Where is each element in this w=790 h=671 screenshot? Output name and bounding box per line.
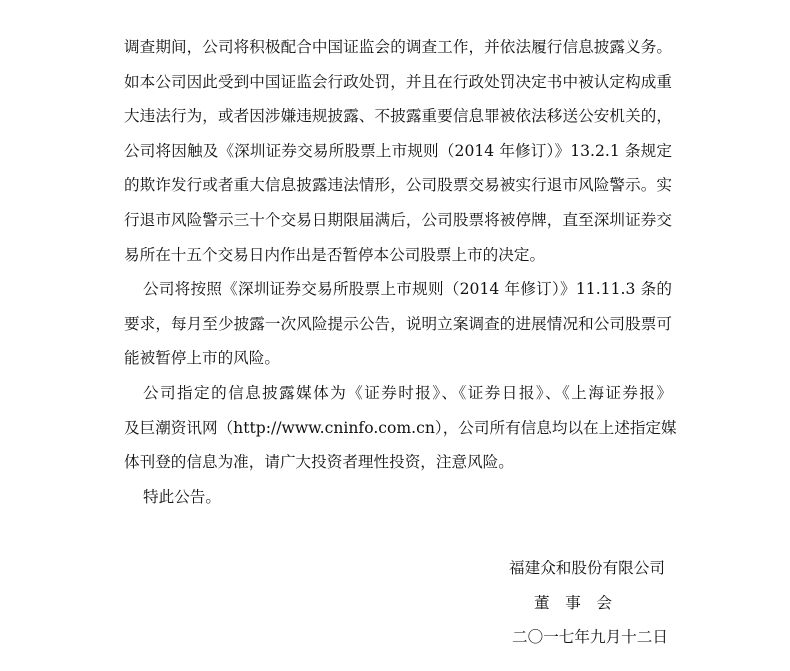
text-line: 大违法行为，或者因涉嫌违规披露、不披露重要信息罪被依法移送公安机关的， — [124, 107, 672, 126]
text-line: 体刊登的信息为准，请广大投资者理性投资，注意风险。 — [124, 453, 514, 472]
text-line: 要求，每月至少披露一次风险提示公告，说明立案调查的进展情况和公司股票可 — [124, 314, 672, 333]
closing-line: 特此公告。 — [143, 487, 221, 506]
text-line: 行退市风险警示三十个交易日期限届满后，公司股票将被停牌，直至深圳证券交 — [124, 210, 672, 229]
signature-company: 福建众和股份有限公司 — [509, 559, 665, 577]
text-line: 公司将按照《深圳证券交易所股票上市规则（2014 年修订）》11.11.3 条的 — [143, 280, 672, 299]
text-line: 公司将因触及《深圳证券交易所股票上市规则（2014 年修订）》13.2.1 条规定 — [124, 141, 672, 160]
text-line: 及巨潮资讯网（http://www.cninfo.com.cn），公司所有信息均以在上述指定媒 — [124, 418, 677, 437]
signature-board: 董 事 会 — [534, 594, 612, 612]
text-line: 能被暂停上市的风险。 — [124, 349, 280, 368]
text-line: 调查期间，公司将积极配合中国证监会的调查工作，并依法履行信息披露义务。 — [124, 38, 672, 56]
text-line: 易所在十五个交易日内作出是否暂停本公司股票上市的决定。 — [124, 245, 546, 264]
text-line: 如本公司因此受到中国证监会行政处罚，并且在行政处罚决定书中被认定构成重 — [124, 72, 672, 91]
signature-date: 二〇一七年九月十二日 — [512, 628, 668, 646]
text-line: 公司指定的信息披露媒体为《证券时报》、《证券日报》、《上海证券报》 — [143, 383, 672, 402]
text-line: 的欺诈发行或者重大信息披露违法情形，公司股票交易被实行退市风险警示。实 — [124, 176, 672, 195]
announcement-body — [124, 34, 677, 518]
